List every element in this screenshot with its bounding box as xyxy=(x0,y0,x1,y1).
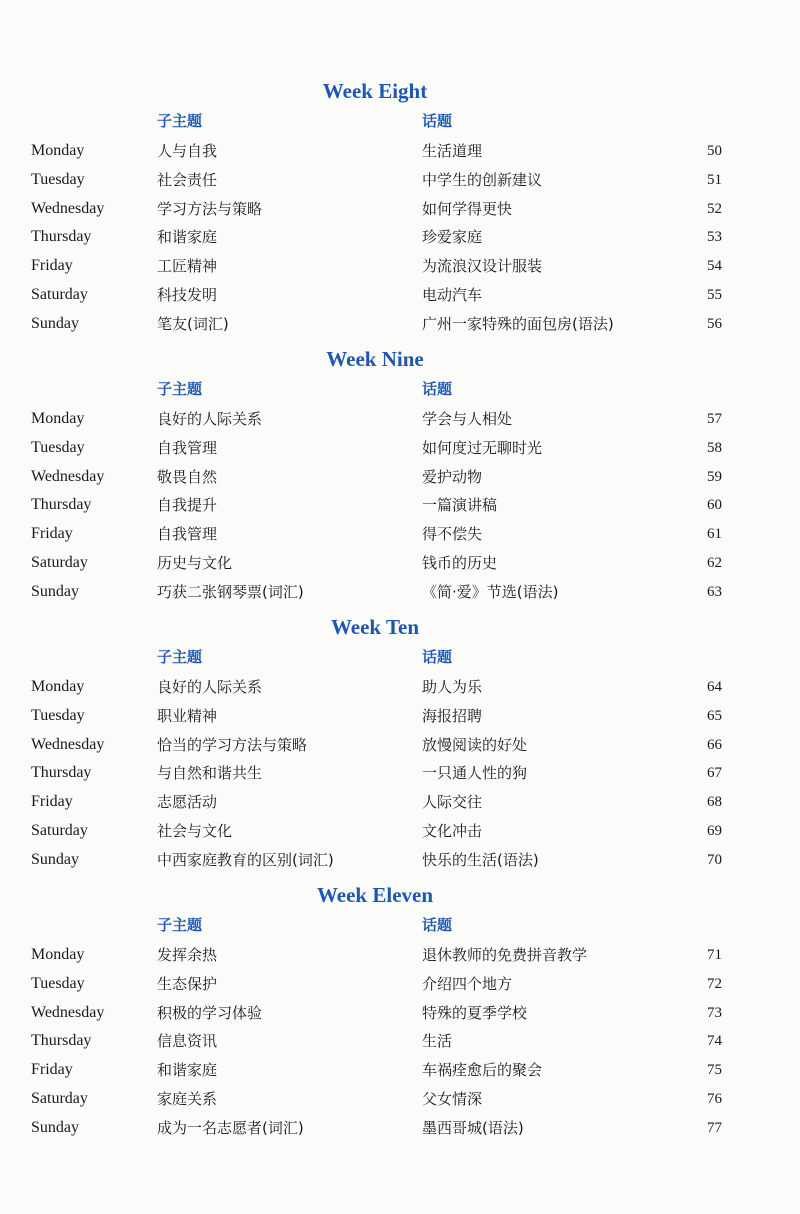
dot-leader xyxy=(548,252,696,280)
subtheme-text: 恰当的学习方法与策略 xyxy=(157,735,308,754)
day-label: Monday xyxy=(31,410,85,427)
dot-leader xyxy=(548,166,696,194)
page-number: 69 xyxy=(707,823,722,839)
toc-row[interactable] xyxy=(0,759,800,787)
dot-leader xyxy=(488,673,696,701)
toc-row[interactable] xyxy=(0,1085,800,1113)
toc-row[interactable] xyxy=(0,491,800,519)
subtheme-text: 信息资讯 xyxy=(157,1032,218,1051)
topic-text: 中学生的创新建议 xyxy=(422,170,543,189)
day-label: Wednesday xyxy=(31,735,105,753)
toc-row[interactable] xyxy=(0,941,800,969)
day-label: Sunday xyxy=(31,1118,79,1136)
dot-leader xyxy=(488,281,696,309)
day-label: Saturday xyxy=(31,822,88,839)
toc-row[interactable] xyxy=(0,549,800,577)
toc-row[interactable] xyxy=(0,999,800,1027)
page-number: 50 xyxy=(707,143,722,159)
subtheme-text: 自我提升 xyxy=(157,496,218,515)
subtheme-text: 社会与文化 xyxy=(157,822,233,840)
page-number: 51 xyxy=(707,171,722,188)
toc-row[interactable] xyxy=(0,702,800,730)
toc-row[interactable] xyxy=(0,578,800,606)
toc-row[interactable] xyxy=(0,223,800,251)
dot-leader xyxy=(518,405,696,433)
topic-entry[interactable] xyxy=(422,999,722,1027)
day-label: Monday xyxy=(31,946,85,963)
subtheme-text: 与自然和谐共生 xyxy=(157,764,263,783)
topic-text: 电动汽车 xyxy=(422,286,483,304)
topic-entry[interactable] xyxy=(422,817,722,845)
dot-leader xyxy=(518,195,696,223)
topic-text: 得不偿失 xyxy=(422,525,483,544)
day-label: Thursday xyxy=(31,228,92,246)
day-label: Saturday xyxy=(31,286,88,303)
topic-text: 生活道理 xyxy=(422,142,483,160)
subtheme-text: 良好的人际关系 xyxy=(157,410,263,428)
topic-text: 广州一家特殊的面包房(语法) xyxy=(422,314,614,333)
day-label: Sunday xyxy=(31,850,79,868)
toc-row[interactable] xyxy=(0,731,800,759)
subtheme-text: 历史与文化 xyxy=(157,554,233,572)
dot-leader xyxy=(533,731,696,759)
topic-text: 助人为乐 xyxy=(422,678,483,696)
subtheme-text: 社会责任 xyxy=(157,170,218,189)
dot-leader xyxy=(488,788,696,816)
topic-entry[interactable] xyxy=(422,970,722,998)
topic-entry[interactable] xyxy=(422,1027,722,1055)
subtheme-text: 家庭关系 xyxy=(157,1090,218,1108)
topic-entry[interactable] xyxy=(422,520,722,548)
week-title: Week Eleven xyxy=(316,883,434,907)
day-label: Wednesday xyxy=(31,1003,105,1021)
subtheme-text: 自我管理 xyxy=(157,525,218,544)
topic-text: 为流浪汉设计服装 xyxy=(422,257,543,276)
page-number: 72 xyxy=(707,975,722,992)
topic-entry[interactable] xyxy=(422,281,722,309)
day-label: Monday xyxy=(31,678,85,695)
subtheme-text: 笔友(词汇) xyxy=(157,314,229,333)
topic-entry[interactable] xyxy=(422,941,722,969)
topic-text: 特殊的夏季学校 xyxy=(422,1003,528,1022)
subtheme-text: 中西家庭教育的区别(词汇) xyxy=(157,850,334,869)
topic-entry[interactable] xyxy=(422,223,722,251)
day-label: Tuesday xyxy=(31,170,85,188)
subtheme-header: 子主题 xyxy=(157,648,203,666)
topic-text: 钱币的历史 xyxy=(422,554,498,572)
page-number: 57 xyxy=(707,411,722,427)
subtheme-text: 和谐家庭 xyxy=(157,228,218,247)
toc-row[interactable] xyxy=(0,673,800,701)
day-label: Thursday xyxy=(31,496,92,514)
page-number: 55 xyxy=(707,287,722,303)
toc-row[interactable] xyxy=(0,405,800,433)
page-number: 75 xyxy=(707,1062,722,1079)
page-number: 53 xyxy=(707,229,722,246)
subtheme-header: 子主题 xyxy=(157,916,203,934)
topic-header: 话题 xyxy=(422,112,453,130)
page-number: 61 xyxy=(707,526,722,543)
subtheme-text: 发挥余热 xyxy=(157,946,218,964)
page-number: 68 xyxy=(707,794,722,811)
page-number: 63 xyxy=(707,583,722,600)
subtheme-text: 积极的学习体验 xyxy=(157,1003,263,1022)
day-label: Friday xyxy=(31,1061,73,1079)
topic-text: 人际交往 xyxy=(422,793,483,812)
topic-text: 学会与人相处 xyxy=(422,410,513,428)
toc-row[interactable] xyxy=(0,463,800,491)
dot-leader xyxy=(488,817,696,845)
topic-text: 《简·爱》节选(语法) xyxy=(422,582,559,601)
dot-leader xyxy=(488,702,696,730)
toc-row[interactable] xyxy=(0,970,800,998)
topic-entry[interactable] xyxy=(422,434,722,462)
topic-entry[interactable] xyxy=(422,252,722,280)
topic-entry[interactable] xyxy=(422,673,722,701)
topic-entry[interactable] xyxy=(422,759,722,787)
topic-entry[interactable] xyxy=(422,405,722,433)
topic-entry[interactable] xyxy=(422,731,722,759)
toc-row[interactable] xyxy=(0,281,800,309)
subtheme-text: 良好的人际关系 xyxy=(157,678,263,696)
subtheme-text: 生态保护 xyxy=(157,974,218,993)
week-title: Week Nine xyxy=(326,347,424,371)
topic-entry[interactable] xyxy=(422,1056,722,1084)
subtheme-text: 敬畏自然 xyxy=(157,467,218,486)
topic-text: 车祸痊愈后的聚会 xyxy=(422,1061,543,1080)
topic-entry[interactable] xyxy=(422,463,722,491)
topic-header: 话题 xyxy=(422,648,453,666)
day-label: Monday xyxy=(31,142,85,159)
toc-row[interactable] xyxy=(0,137,800,165)
day-label: Sunday xyxy=(31,314,79,332)
page-number: 54 xyxy=(707,258,722,275)
subtheme-text: 巧获二张钢琴票(词汇) xyxy=(157,582,304,601)
day-label: Friday xyxy=(31,793,73,811)
subtheme-header: 子主题 xyxy=(157,380,203,398)
topic-entry[interactable] xyxy=(422,788,722,816)
dot-leader xyxy=(533,759,696,787)
topic-entry[interactable] xyxy=(422,702,722,730)
topic-text: 放慢阅读的好处 xyxy=(422,735,528,754)
toc-row[interactable] xyxy=(0,788,800,816)
day-label: Tuesday xyxy=(31,706,85,724)
topic-text: 海报招聘 xyxy=(422,706,483,725)
day-label: Tuesday xyxy=(31,438,85,456)
dot-leader xyxy=(545,846,696,874)
page-number: 66 xyxy=(707,736,722,753)
topic-entry[interactable] xyxy=(422,195,722,223)
page-number: 60 xyxy=(707,497,722,514)
topic-text: 墨西哥城(语法) xyxy=(422,1118,524,1137)
day-label: Saturday xyxy=(31,554,88,571)
dot-leader xyxy=(503,549,696,577)
subtheme-header: 子主题 xyxy=(157,112,203,130)
topic-entry[interactable] xyxy=(422,491,722,519)
toc-row[interactable] xyxy=(0,1114,800,1142)
dot-leader xyxy=(458,1027,696,1055)
topic-text: 快乐的生活(语法) xyxy=(422,850,539,869)
day-label: Tuesday xyxy=(31,974,85,992)
topic-text: 介绍四个地方 xyxy=(422,974,513,993)
subtheme-text: 工匠精神 xyxy=(157,257,218,276)
topic-text: 珍爱家庭 xyxy=(422,228,483,247)
page-number: 65 xyxy=(707,707,722,724)
toc-row[interactable] xyxy=(0,166,800,194)
page-number: 73 xyxy=(707,1004,722,1021)
topic-entry[interactable] xyxy=(422,310,722,338)
toc-row[interactable] xyxy=(0,310,800,338)
page-number: 56 xyxy=(707,315,722,332)
topic-entry[interactable] xyxy=(422,846,722,874)
dot-leader xyxy=(518,970,696,998)
topic-entry[interactable] xyxy=(422,1114,722,1142)
subtheme-text: 成为一名志愿者(词汇) xyxy=(157,1118,304,1137)
topic-text: 一只通人性的狗 xyxy=(422,764,528,783)
subtheme-text: 人与自我 xyxy=(157,142,218,160)
subtheme-text: 和谐家庭 xyxy=(157,1061,218,1080)
topic-text: 退休教师的免费拼音教学 xyxy=(422,946,588,964)
dot-leader xyxy=(530,1114,696,1142)
subtheme-text: 科技发明 xyxy=(157,286,218,304)
subtheme-text: 志愿活动 xyxy=(157,793,218,812)
dot-leader xyxy=(488,137,696,165)
topic-header: 话题 xyxy=(422,916,453,934)
topic-text: 如何度过无聊时光 xyxy=(422,438,543,457)
page-number: 77 xyxy=(707,1119,722,1136)
dot-leader xyxy=(488,463,696,491)
subtheme-text: 学习方法与策略 xyxy=(157,199,263,218)
toc-row[interactable] xyxy=(0,1027,800,1055)
page-number: 62 xyxy=(707,555,722,571)
topic-text: 文化冲击 xyxy=(422,822,483,840)
topic-entry[interactable] xyxy=(422,137,722,165)
day-label: Friday xyxy=(31,525,73,543)
dot-leader xyxy=(488,223,696,251)
page-number: 67 xyxy=(707,765,722,782)
dot-leader xyxy=(488,520,696,548)
day-label: Wednesday xyxy=(31,467,105,485)
topic-text: 生活 xyxy=(422,1032,453,1051)
dot-leader xyxy=(593,941,696,969)
topic-text: 如何学得更快 xyxy=(422,199,513,218)
day-label: Thursday xyxy=(31,1032,92,1050)
page-number: 74 xyxy=(707,1033,722,1050)
subtheme-text: 职业精神 xyxy=(157,706,218,725)
dot-leader xyxy=(503,491,696,519)
toc-row[interactable] xyxy=(0,817,800,845)
topic-entry[interactable] xyxy=(422,166,722,194)
topic-entry[interactable] xyxy=(422,1085,722,1113)
page-number: 70 xyxy=(707,851,722,868)
toc-row[interactable] xyxy=(0,434,800,462)
topic-entry[interactable] xyxy=(422,549,722,577)
subtheme-text: 自我管理 xyxy=(157,438,218,457)
page-number: 71 xyxy=(707,947,722,963)
dot-leader xyxy=(548,434,696,462)
page-number: 64 xyxy=(707,679,722,695)
topic-text: 父女情深 xyxy=(422,1090,483,1108)
dot-leader xyxy=(488,1085,696,1113)
page-number: 58 xyxy=(707,439,722,456)
week-title: Week Eight xyxy=(322,79,428,103)
page-number: 76 xyxy=(707,1091,722,1107)
toc-row[interactable] xyxy=(0,520,800,548)
toc-row[interactable] xyxy=(0,846,800,874)
toc-row[interactable] xyxy=(0,195,800,223)
toc-row[interactable] xyxy=(0,1056,800,1084)
topic-text: 一篇演讲稿 xyxy=(422,496,498,515)
day-label: Friday xyxy=(31,257,73,275)
topic-entry[interactable] xyxy=(422,578,722,606)
day-label: Saturday xyxy=(31,1090,88,1107)
day-label: Wednesday xyxy=(31,199,105,217)
toc-row[interactable] xyxy=(0,252,800,280)
day-label: Sunday xyxy=(31,582,79,600)
dot-leader xyxy=(620,310,696,338)
dot-leader xyxy=(564,578,696,606)
dot-leader xyxy=(548,1056,696,1084)
week-title: Week Ten xyxy=(330,615,420,639)
dot-leader xyxy=(533,999,696,1027)
page-number: 59 xyxy=(707,468,722,485)
topic-header: 话题 xyxy=(422,380,453,398)
page-number: 52 xyxy=(707,200,722,217)
topic-text: 爱护动物 xyxy=(422,467,483,486)
day-label: Thursday xyxy=(31,764,92,782)
